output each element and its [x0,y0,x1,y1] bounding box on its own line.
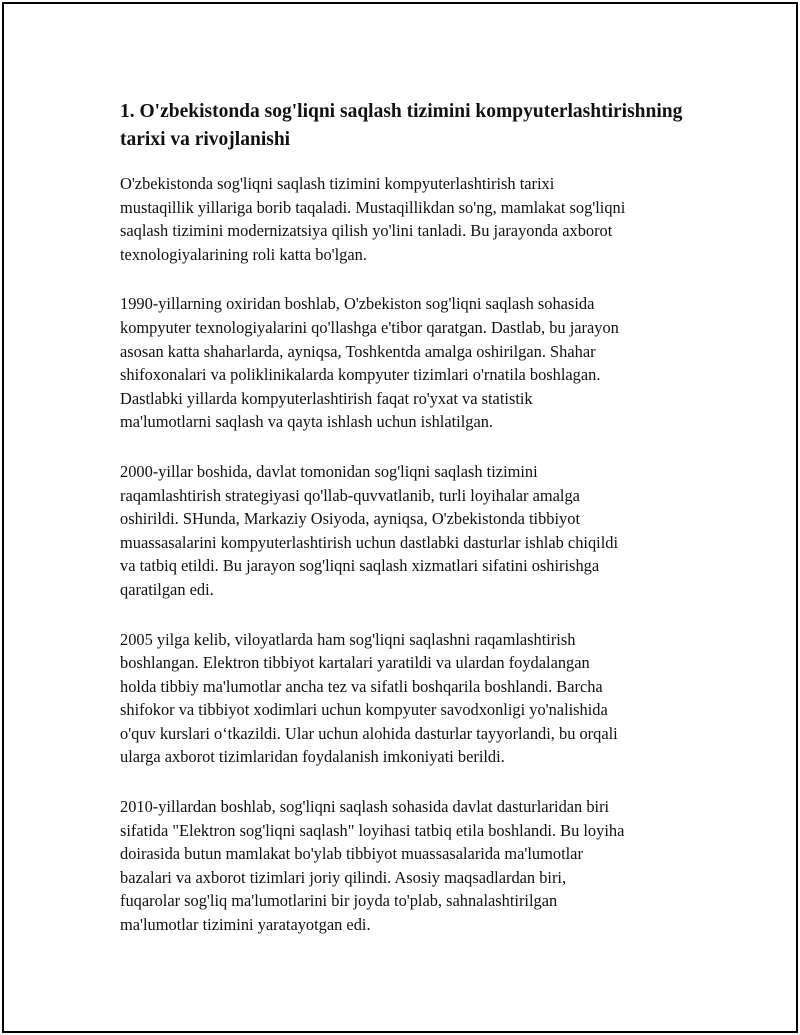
paragraph-2: 1990-yillarning oxiridan boshlab, O'zbekiston sog'liqni saqlash sohasida kompyuter texnologiyalarini qo'llashga e'tibor qaratgan. Dastlab, bu jarayon asosan katta shaharlarda, ayniqsa, Toshkentda amalga oshirilgan. Shahar shifoxonalari va poliklinikalarda kompyuter tizimlari o'rnatila boshlagan. Dastlabki yillarda kompyuterlashtirish faqat ro'yxat va statistik ma'lumotlarni saqlash va qayta ishlash uchun ishlatilgan. [120,294,619,432]
paragraph-3: 2000-yillar boshida, davlat tomonidan sog'liqni saqlash tizimini raqamlashtirish strategiyasi qo'llab-quvvatlanib, turli loyihalar amalga oshirildi. SHunda, Markaziy Osiyoda, ayniqsa, O'zbekistonda tibbiyot muassasalarini kompyuterlashtirish uchun dastlabki dasturlar ishlab chiqildi va tatbiq etildi. Bu jarayon sog'liqni saqlash xizmatlari sifatini oshirishga qaratilgan edi. [120,461,618,599]
page-frame [2,2,798,1033]
section-heading: 1. O'zbekistonda sog'liqni saqlash tizimini kompyuterlashtirishning tarixi va rivojlanishi [120,101,683,150]
paragraph-5: 2010-yillardan boshlab, sog'liqni saqlash sohasida davlat dasturlaridan biri sifatida "Elektron sog'liqni saqlash" loyihasi tatbiq etila boshlandi. Bu loyiha doirasida butun mamlakat bo'ylab tibbiyot muassasalarida ma'lumotlar bazalari va axborot tizimlari joriy qilindi. Asosiy maqsadlardan biri, fuqarolar sog'liq ma'lumotlarini bir joyda to'plab, sahnalashtirilgan ma'lumotlar tizimini yaratayotgan edi. [120,797,625,935]
document-body [120,98,700,963]
paragraph-4: 2005 yilga kelib, viloyatlarda ham sog'liqni saqlashni raqamlashtirish boshlangan. Elektron tibbiyot kartalari yaratildi va ulardan foydalangan holda tibbiy ma'lumotlar ancha tez va sifatli boshqarila boshlandi. Barcha shifokor va tibbiyot xodimlari uchun kompyuter savodxonligi yo'nalishida o'quv kurslari o‘tkazildi. Ular uchun alohida dasturlar tayyorlandi, bu orqali ularga axborot tizimlaridan foydalanish imkoniyati berildi. [120,629,618,767]
paragraph-1: O'zbekistonda sog'liqni saqlash tizimini kompyuterlashtirish tarixi mustaqillik yillariga borib taqaladi. Mustaqillikdan so'ng, mamlakat sog'liqni saqlash tizimini modernizatsiya qilish yo'lini tanladi. Bu jarayonda axborot texnologiyalarining roli katta bo'lgan. [120,174,626,264]
